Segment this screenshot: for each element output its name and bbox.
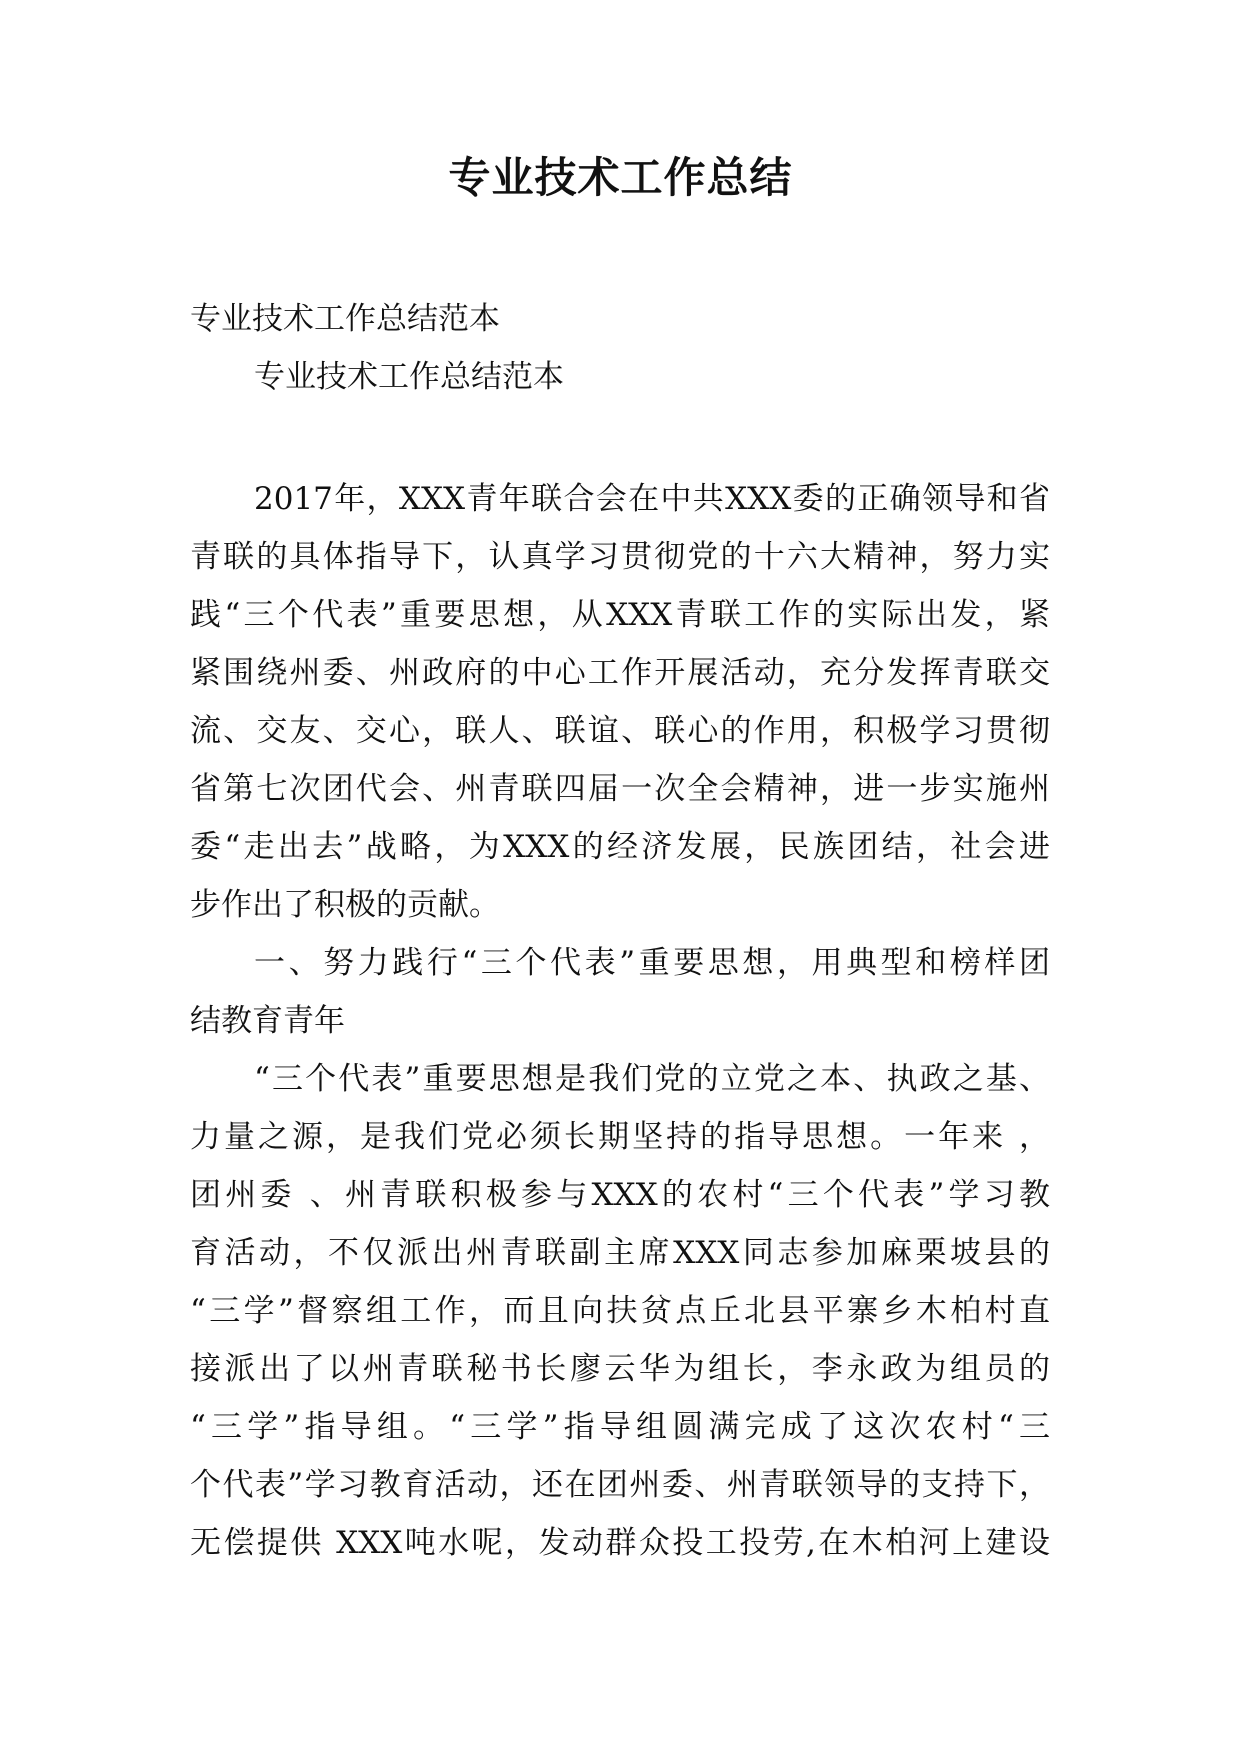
paragraph-spacer [190,406,1050,464]
paragraph-line: 接派出了以州青联秘书长廖云华为组长，李永政为组员的 [190,1351,1050,1387]
document-body [190,290,1050,1572]
subtitle-line-indented: 专业技术工作总结范本 [254,359,564,395]
section-heading [190,934,1050,1050]
paragraph-line: 践“三个代表”重要思想，从XXX青联工作的实际出发，紧 [190,597,1050,633]
heading-line: 结教育青年 [190,1003,345,1039]
paragraph-line: 育活动，不仅派出州青联副主席XXX同志参加麻栗坡县的 [190,1235,1050,1271]
paragraph-line: 省第七次团代会、州青联四届一次全会精神，进一步实施州 [190,771,1050,807]
document-title: 专业技术工作总结 [448,153,793,202]
paragraph-line: 无偿提供 XXX吨水呢，发动群众投工投劳,在木柏河上建设 [190,1525,1050,1561]
paragraph-line: 团州委 、州青联积极参与XXX的农村“三个代表”学习教 [190,1177,1050,1213]
paragraph-line: 流、交友、交心，联人、联谊、联心的作用，积极学习贯彻 [190,713,1050,749]
paragraph-line: 2017年，XXX青年联合会在中共XXX委的正确领导和省 [254,481,1050,517]
paragraph-line: “三个代表”重要思想是我们党的立党之本、执政之基、 [254,1061,1050,1097]
paragraph-line: 青联的具体指导下，认真学习贯彻党的十六大精神，努力实 [190,539,1050,575]
section-paragraph [190,1050,1050,1572]
subtitle-line: 专业技术工作总结范本 [190,301,500,337]
paragraph-line: 力量之源，是我们党必须长期坚持的指导思想。一年来 ， [190,1119,1050,1155]
paragraph-line: “三学”指导组。“三学”指导组圆满完成了这次农村“三 [190,1409,1050,1445]
paragraph-line: “三学”督察组工作，而且向扶贫点丘北县平寨乡木柏村直 [190,1293,1050,1329]
intro-paragraph [190,470,1050,934]
paragraph-line: 个代表”学习教育活动，还在团州委、州青联领导的支持下， [190,1467,1050,1503]
paragraph-line: 委“走出去”战略，为XXX的经济发展，民族团结，社会进 [190,829,1050,865]
paragraph-line: 步作出了积极的贡献。 [190,887,500,923]
paragraph-line: 紧围绕州委、州政府的中心工作开展活动，充分发挥青联交 [190,655,1050,691]
heading-line: 一、努力践行“三个代表”重要思想，用典型和榜样团 [254,945,1050,981]
